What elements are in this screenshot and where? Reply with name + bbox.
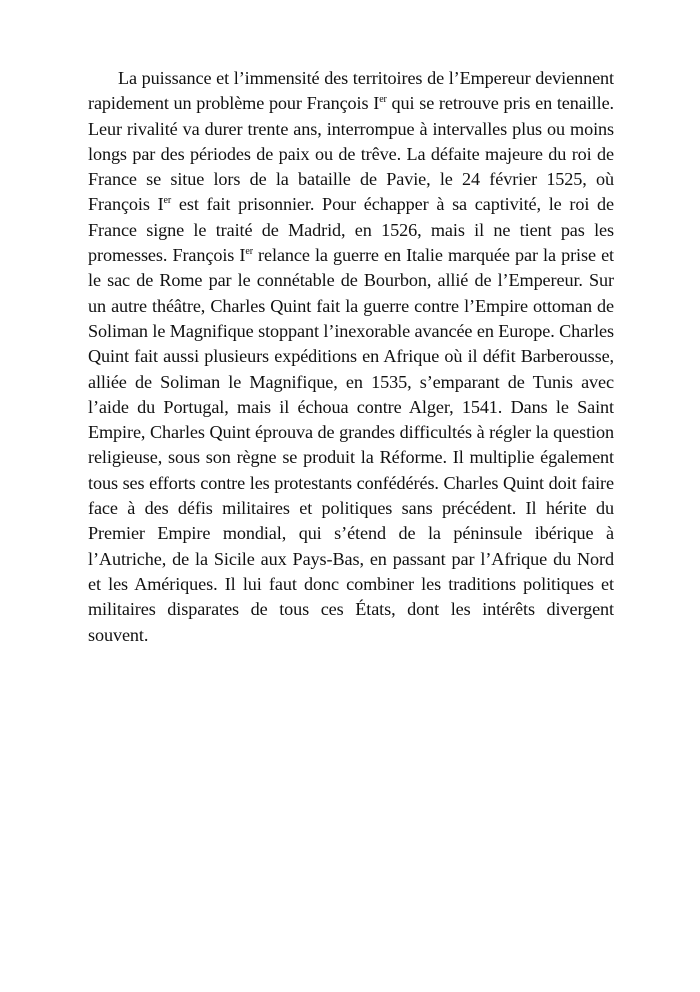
paragraph-text: est fait prisonnier. Pour échapper à sa captivité, le roi de France signe le traité de Madrid, en 1526, mais il ne tient pas les promesses. François I — [88, 194, 614, 266]
superscript-er: er — [379, 94, 387, 106]
superscript-er: er — [245, 246, 253, 258]
paragraph-text: relance la guerre en Italie marquée par la prise et le sac de Rome par le connétable de Bourbon, allié de l’Empereur. Sur un autre théâtre, Charles Quint fait la guerre contre l’Empire ottoman de Soliman le Magnifique stoppant l’inexorable avancée en Europe. Charles Quint fait aussi plusieurs expéditions en Afrique où il défit Barberousse, alliée de Soliman le Magnifique, en 1535, s’emparant de Tunis avec l’aide du Portugal, mais il échoua contre Alger, 1541. Dans le Saint Empire, Charles Quint éprouva de grandes difficultés à régler la question religieuse, sous son règne se produit la Réforme. Il multiplie également tous ses efforts contre les protestants confédérés. Charles Quint doit faire face à des défis militaires et politiques sans précédent. Il hérite du Premier Empire mondial, qui s’étend de la péninsule ibérique à l’Autriche, de la Sicile aux Pays-Bas, en passant par l’Afrique du Nord et les Amériques. Il lui faut donc combiner les traditions politiques et militaires disparates de tous ces États, dont les intérêts divergent souvent. — [88, 245, 614, 645]
superscript-er: er — [163, 195, 172, 207]
paragraph-text: qui se retrouve pris en tenaille. Leur rivalité va durer trente ans, interrompue à intervalles plus ou moins longs par des périodes de paix ou de trêve. La défaite majeure du roi de France se situe lors de la bataille de Pavie, le 24 février 1525, où François I — [88, 93, 614, 215]
paragraph-text: La puissance et l’immensité des territoires de l’Empereur deviennent rapidement un problème pour François I — [88, 68, 614, 114]
body-paragraph — [88, 66, 614, 648]
